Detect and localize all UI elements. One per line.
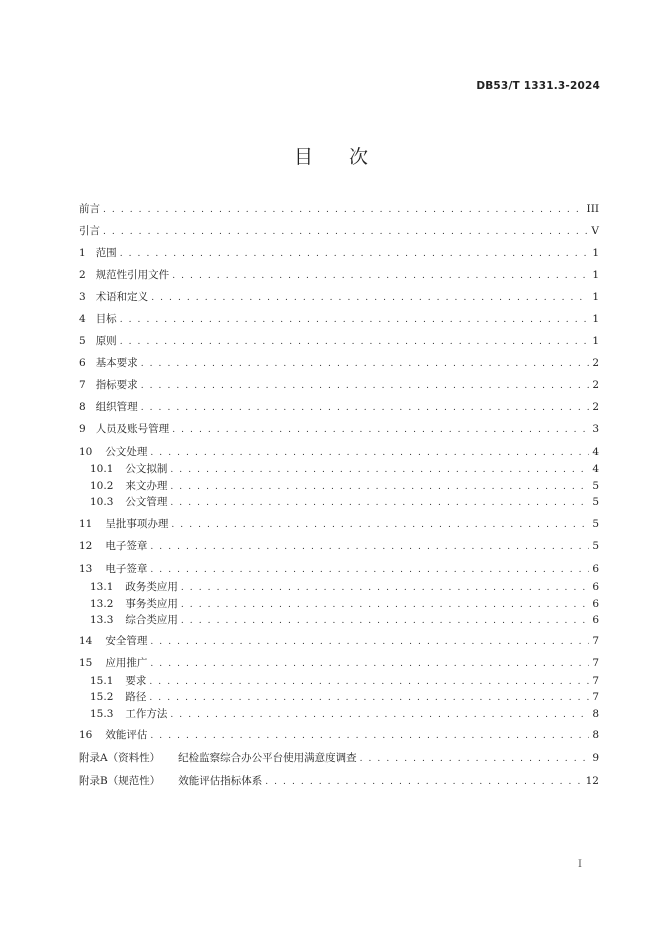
dot-leader [149,690,589,706]
toc-entry-title: 前言 [79,203,100,215]
toc-entry-number: 附录A（资料性） [79,752,161,764]
toc-entry[interactable] [79,289,599,305]
toc-entry-number: 13.3 [90,614,114,626]
toc-entry-number: 13.2 [90,598,114,610]
toc-entry[interactable] [79,201,599,217]
toc-entry-title: 组织管理 [95,401,138,413]
toc-entry[interactable] [79,355,599,371]
toc-entry[interactable] [90,461,599,477]
toc-entry[interactable] [79,245,599,261]
dot-leader [172,268,589,284]
dot-leader [120,334,590,350]
toc-entry-page: 5 [592,540,599,552]
toc-entry-title: 公文处理 [105,446,148,458]
toc-entry[interactable] [90,494,599,510]
toc-entry-page: 3 [592,423,599,435]
toc-entry-title: 路径 [125,691,147,703]
toc-entry-title: 工作方法 [125,708,168,720]
toc-entry[interactable] [79,633,599,649]
toc-entry[interactable] [79,444,599,460]
toc-entry[interactable] [79,421,599,437]
toc-entry-title: 效能评估指标体系 [178,775,263,787]
dot-leader [171,517,589,533]
toc-entry-number: 附录B（规范性） [79,775,161,787]
page-title: 目 次 [293,146,369,168]
toc-entry-page: 7 [592,635,599,647]
toc-entry[interactable] [79,727,599,743]
toc-entry-page: 4 [592,463,599,475]
toc-entry-title: 政务类应用 [125,581,178,593]
toc-entry-title: 引言 [79,225,100,237]
dot-leader [172,422,589,438]
dot-leader [120,246,590,262]
toc-entry-number: 6 [79,357,86,369]
toc-entry-page: 1 [592,247,599,259]
dot-leader [181,597,589,613]
toc-entry-number: 9 [79,423,86,435]
toc-entry-number: 10.3 [90,496,114,508]
toc-entry-page: 7 [592,657,599,669]
toc-entry-page: 2 [592,379,599,391]
toc-entry-number: 15.1 [90,675,114,687]
toc-entry-number: 16 [79,729,93,741]
toc-entry[interactable] [90,689,599,705]
toc-entry[interactable] [79,333,599,349]
toc-entry-number: 5 [79,335,86,347]
toc-entry-number: 2 [79,269,86,281]
dot-leader [170,479,589,495]
toc-entry-page: V [591,225,599,237]
toc-entry-page: 1 [592,335,599,347]
toc-entry-number: 10.1 [90,463,114,475]
toc-entry-page: 6 [592,581,599,593]
toc-entry[interactable] [79,750,599,766]
toc-entry-page: 1 [592,313,599,325]
dot-leader [150,656,589,672]
toc-entry-page: 7 [592,675,599,687]
toc-entry-title: 电子签章 [105,540,148,552]
dot-leader [360,751,590,767]
toc-entry[interactable] [79,267,599,283]
toc-entry-title: 要求 [125,675,147,687]
toc-entry-title: 事务类应用 [125,598,178,610]
toc-entry-title: 术语和定义 [95,291,149,303]
toc-entry-page: 5 [592,518,599,530]
toc-entry-page: 2 [592,401,599,413]
toc-entry-number: 1 [79,247,86,259]
toc-entry-title: 目标 [95,313,117,325]
toc-entry-title: 原则 [95,335,117,347]
toc-entry[interactable] [90,673,599,689]
toc-entry[interactable] [79,311,599,327]
toc-entry-number: 3 [79,291,86,303]
toc-entry[interactable] [79,377,599,393]
toc-entry-title: 呈批事项办理 [105,518,169,530]
toc-entry-page: 7 [592,691,599,703]
dot-leader [181,580,589,596]
toc-entry-number: 15 [79,657,93,669]
toc-entry-number: 11 [79,518,93,530]
toc-entry-number: 7 [79,379,86,391]
toc-entry-title: 来文办理 [125,480,168,492]
dot-leader [265,774,582,790]
dot-leader [103,202,584,218]
toc-entry[interactable] [79,561,599,577]
toc-entry[interactable] [90,596,599,612]
toc-entry-title: 综合类应用 [125,614,178,626]
toc-entry-title: 应用推广 [105,657,148,669]
toc-entry[interactable] [90,612,599,628]
toc-entry-title: 指标要求 [95,379,138,391]
dot-leader [170,707,589,723]
toc-entry[interactable] [90,478,599,494]
dot-leader [170,462,589,478]
dot-leader [170,495,589,511]
dot-leader [181,613,589,629]
toc-entry-number: 15.2 [90,691,114,703]
toc-entry-number: 13.1 [90,581,114,593]
dot-leader [150,634,589,650]
toc-entry-number: 14 [79,635,93,647]
toc-entry-number: 8 [79,401,86,413]
toc-entry-title: 公文拟制 [125,463,168,475]
dot-leader [141,400,590,416]
toc-entry-page: 9 [592,752,599,764]
dot-leader [150,562,589,578]
toc-entry-page: 5 [592,496,599,508]
toc-entry-title: 人员及账号管理 [95,423,170,435]
toc-entry-number: 4 [79,313,86,325]
toc-entry[interactable] [90,706,599,722]
dot-leader [149,674,589,690]
toc-entry-title: 基本要求 [95,357,138,369]
toc-entry-page: 2 [592,357,599,369]
dot-leader [120,312,590,328]
toc-entry[interactable] [79,538,599,554]
toc-entry[interactable] [79,655,599,671]
toc-entry-number: 13 [79,563,93,575]
toc-entry-page: 6 [592,563,599,575]
toc-entry-title: 安全管理 [105,635,148,647]
document-code: DB53/T 1331.3-2024 [476,80,600,92]
toc-entry[interactable] [90,579,599,595]
toc-entry-title: 纪检监察综合办公平台使用满意度调查 [178,752,357,764]
dot-leader [141,378,590,394]
dot-leader [103,224,588,240]
toc-entry-page: 8 [592,708,599,720]
page-number: I [578,859,582,870]
toc-entry-title: 电子签章 [105,563,148,575]
toc-entry[interactable] [79,516,599,532]
toc-entry-page: 6 [592,598,599,610]
toc-entry-page: 4 [592,446,599,458]
toc-entry[interactable] [79,773,599,789]
dot-leader [150,539,589,555]
toc-entry-page: 5 [592,480,599,492]
toc-entry[interactable] [79,399,599,415]
toc-entry-page: 8 [592,729,599,741]
toc-entry-number: 10 [79,446,93,458]
dot-leader [141,356,590,372]
toc-entry-title: 范围 [95,247,117,259]
toc-entry-number: 10.2 [90,480,114,492]
dot-leader [151,290,589,306]
toc-entry-title: 规范性引用文件 [95,269,170,281]
toc-entry-page: 6 [592,614,599,626]
toc-entry-page: III [586,203,599,215]
toc-entry-page: 12 [585,775,599,787]
toc-entry-title: 效能评估 [105,729,148,741]
toc-entry-page: 1 [592,291,599,303]
dot-leader [150,728,589,744]
toc-entry-page: 1 [592,269,599,281]
toc-entry-number: 12 [79,540,93,552]
dot-leader [150,445,589,461]
toc-entry-number: 15.3 [90,708,114,720]
toc-entry-title: 公文管理 [125,496,168,508]
toc-entry[interactable] [79,223,599,239]
